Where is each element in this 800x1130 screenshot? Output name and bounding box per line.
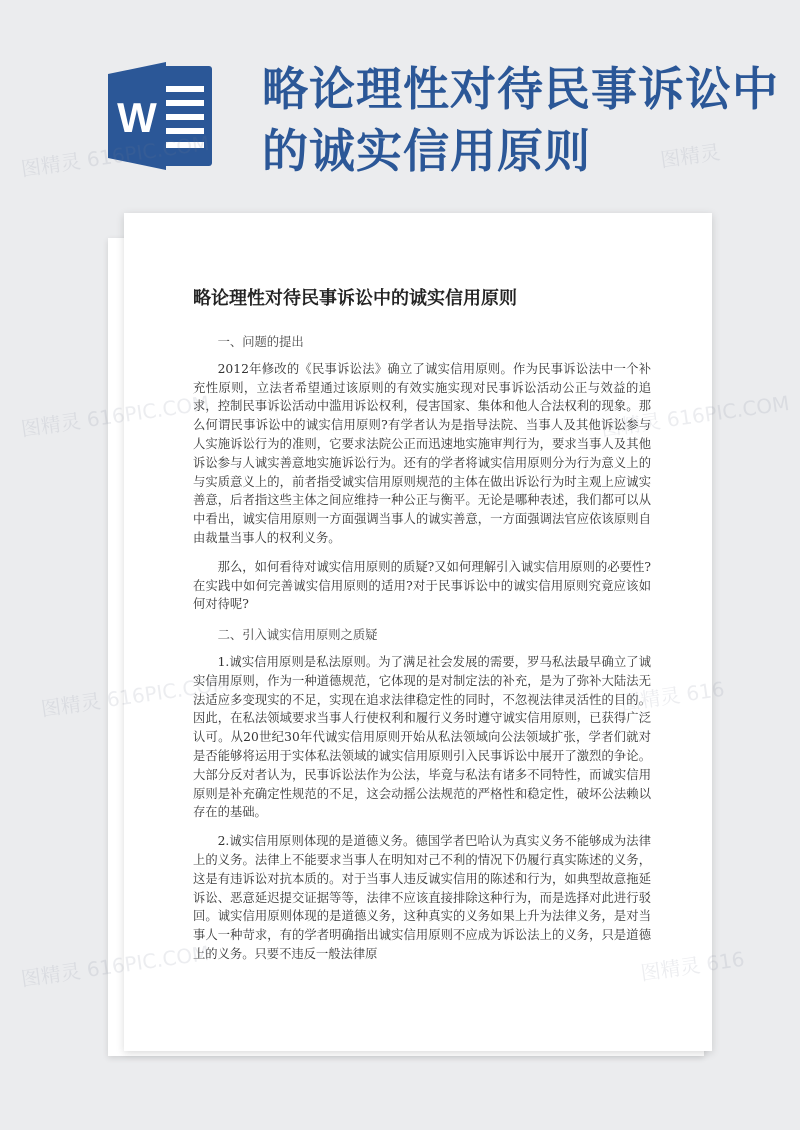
svg-text:W: W (117, 94, 157, 141)
watermark: 图精灵 (658, 139, 722, 173)
section-heading-2: 二、引入诚实信用原则之质疑 (217, 628, 378, 643)
watermark: 图精灵 (39, 688, 103, 722)
watermark: 图精灵 (19, 148, 83, 182)
paragraph-3: 1.诚实信用原则是私法原则。为了满足社会发展的需要，罗马私法最早确立了诚实信用原则，作为一种道德规范，它体现的是对制定法的补充，是为了弥补大陆法无法适应多变现实的不足，实现在追求法律稳定性的同时，不忽视法律灵活性的目的。因此，在私法领域要求当事人行使权利和履行义务时遵守诚实信用原则，已获得广泛认可。从20世纪30年代诚实信用原则开始从私法领域向公法领域扩张，学者们就对是否能够将运用于实体私法领域的诚实信用原则引入民事诉讼中展开了激烈的争论。大部分反对者认为，民事诉讼法作为公法，毕竟与私法有诸多不同特性，而诚实信用原则是补充确定性规范的不足，这会动摇公法规范的严格性和稳定性，破坏公法赖以存在的基础。 (193, 654, 651, 820)
watermark: 616PIC.COM (665, 390, 791, 432)
paragraph-4: 2.诚实信用原则体现的是道德义务。德国学者巴哈认为真实义务不能够成为法律上的义务。法律上不能要求当事人在明知对己不利的情况下仍履行真实陈述的义务，这是有违诉讼对抗本质的。对于当事人违反诚实信用的陈述和行为，如典型故意拖延诉讼、恶意延迟提交证据等等，法律不应该直接排除这种行为，而是选择对此进行驳回。诚实信用原则体现的是道德义务，这种真实的义务如果上升为法律义务，是对当事人一种苛求，有的学者明确指出诚实信用原则不应成为诉讼法上的义务，只是道德上的义务。只要不违反一般法律原 (193, 834, 651, 961)
word-doc-icon (108, 60, 218, 172)
paragraph-1: 2012年修改的《民事诉讼法》确立了诚实信用原则。作为民事诉讼法中一个补充性原则，立法者希望通过该原则的有效实施实现对民事诉讼活动公正与效益的追求，控制民事诉讼活动中滥用诉讼权利，侵害国家、集体和他人合法权利的现象。那么何谓民事诉讼中的诚实信用原则?有学者认为是指导法院、当事人及其他诉讼参与人实施诉讼行为的准则，它要求法院公正而迅速地实施审判行为，要求当事人及其他诉讼参与人诚实善意地实施诉讼行为。还有的学者将诚实信用原则分为行为意义上的与实质意义上的，前者指受诚实信用原则规范的主体在做出诉讼行为时主观上应诚实善意，后者指这些主体之间应维持一种公正与衡平。无论是哪种表述，我们都可以从中看出，诚实信用原则一方面强调当事人的诚实善意，一方面强调法官应依该原则自由裁量当事人的权利义务。 (193, 361, 651, 545)
paragraph-2: 那么，如何看待对诚实信用原则的质疑?又如何理解引入诚实信用原则的必要性?在实践中如何完善诚实信用原则的适用?对于民事诉讼中的诚实信用原则究竟应该如何对待呢? (193, 559, 651, 612)
watermark: 图精灵 (19, 958, 83, 992)
document-body (193, 327, 651, 964)
watermark: 图精灵 (19, 408, 83, 442)
header-title: 略论理性对待民事诉讼中的诚实信用原则 (262, 62, 779, 178)
document-title: 略论理性对待民事诉讼中的诚实信用原则 (193, 288, 517, 309)
section-heading-1: 一、问题的提出 (217, 335, 304, 349)
watermark: 616 (704, 946, 746, 976)
